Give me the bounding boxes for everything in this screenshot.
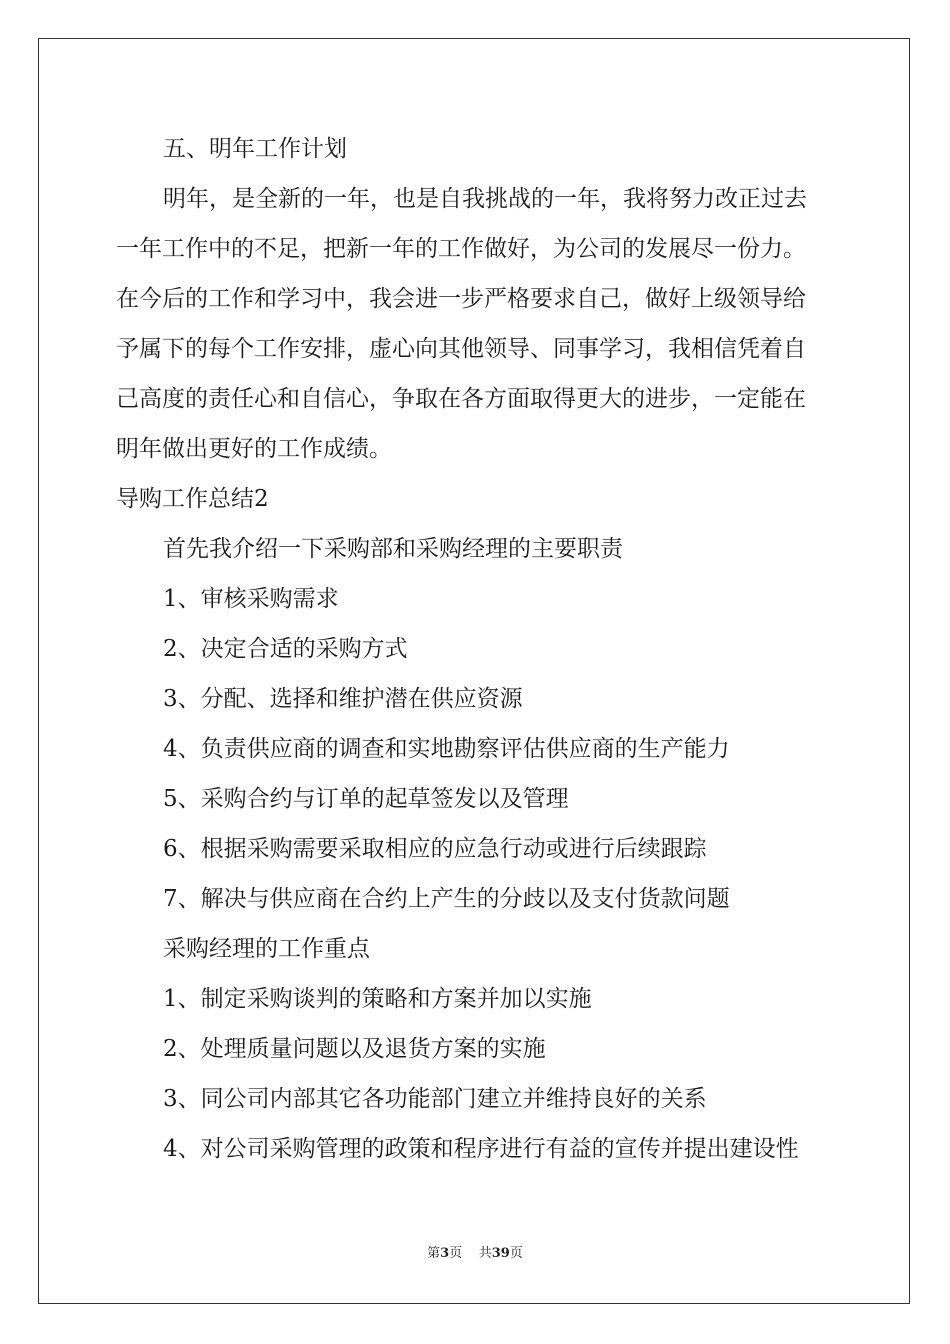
focus-item: 1、制定采购谈判的策略和方案并加以实施 <box>163 986 592 1012</box>
focus-item: 4、对公司采购管理的政策和程序进行有益的宣传并提出建设性 <box>163 1136 799 1162</box>
duty-item: 5、采购合约与订单的起草签发以及管理 <box>163 786 569 812</box>
duty-item: 6、根据采购需要采取相应的应急行动或进行后续跟踪 <box>163 836 707 862</box>
focus-heading: 采购经理的工作重点 <box>163 936 370 962</box>
duty-item: 4、负责供应商的调查和实地勘察评估供应商的生产能力 <box>163 736 730 762</box>
total-prefix: 共 <box>478 1246 492 1261</box>
duty-item: 3、分配、选择和维护潜在供应资源 <box>163 686 523 712</box>
page-suffix: 页 <box>449 1246 463 1261</box>
page-number: 3 <box>440 1246 450 1261</box>
duty-item: 2、决定合适的采购方式 <box>163 636 408 662</box>
focus-item: 2、处理质量问题以及退货方案的实施 <box>163 1036 546 1062</box>
article-title: 导购工作总结2 <box>116 486 269 512</box>
paragraph-line: 明年，是全新的一年，也是自我挑战的一年，我将努力改正过去 <box>163 186 807 212</box>
paragraph-line: 一年工作中的不足，把新一年的工作做好，为公司的发展尽一份力。 <box>116 236 806 262</box>
section-heading: 五、明年工作计划 <box>163 136 347 162</box>
focus-item: 3、同公司内部其它各功能部门建立并维持良好的关系 <box>163 1086 707 1112</box>
duty-item: 1、审核采购需求 <box>163 586 339 612</box>
page-footer <box>0 1245 950 1263</box>
page-border <box>38 38 910 1304</box>
paragraph-line: 己高度的责任心和自信心，争取在各方面取得更大的进步，一定能在 <box>116 386 806 412</box>
total-suffix: 页 <box>509 1246 523 1261</box>
page-prefix: 第 <box>427 1246 441 1261</box>
article-intro: 首先我介绍一下采购部和采购经理的主要职责 <box>163 536 623 562</box>
total-pages: 39 <box>491 1246 510 1261</box>
paragraph-line: 在今后的工作和学习中，我会进一步严格要求自己，做好上级领导给 <box>116 286 806 312</box>
paragraph-line: 予属下的每个工作安排，虚心向其他领导、同事学习，我相信凭着自 <box>116 336 806 362</box>
duty-item: 7、解决与供应商在合约上产生的分歧以及支付货款问题 <box>163 886 730 912</box>
paragraph-line: 明年做出更好的工作成绩。 <box>116 436 392 462</box>
